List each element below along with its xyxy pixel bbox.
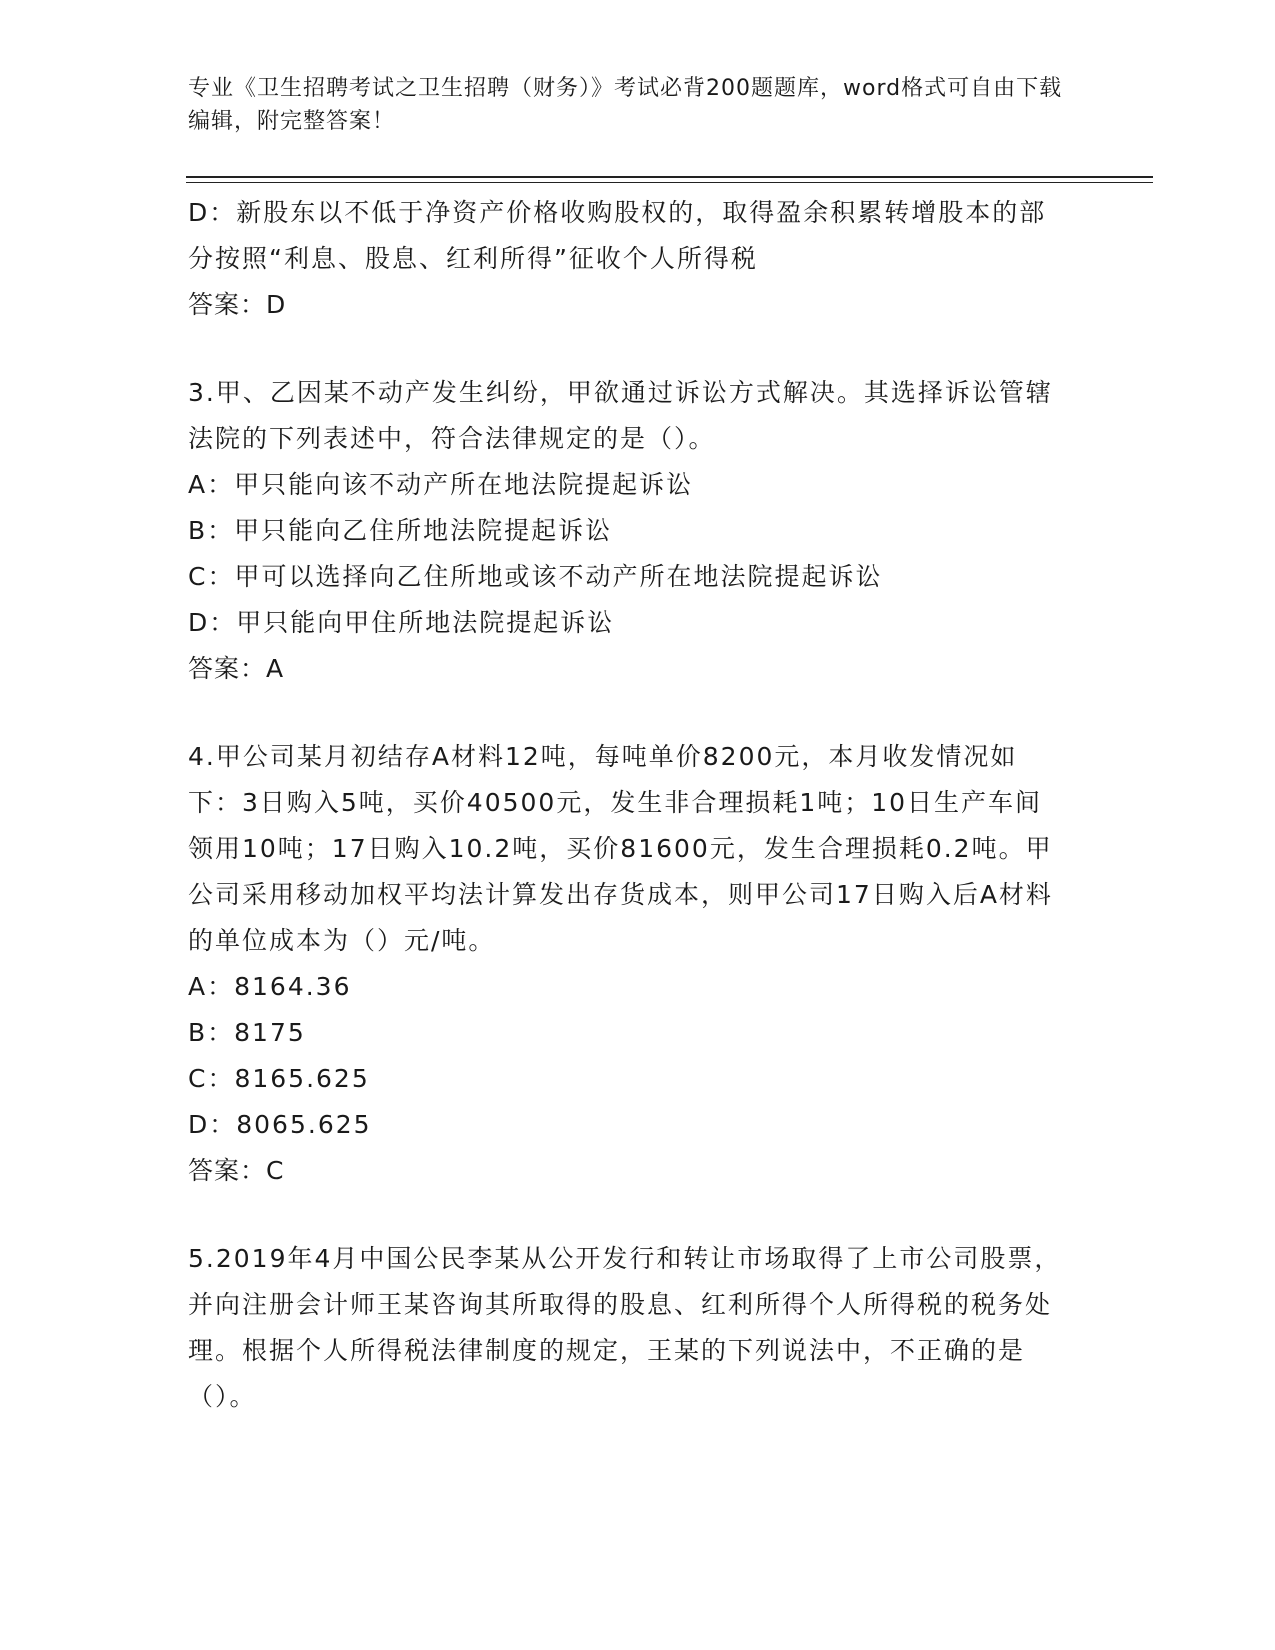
q4-answer: 答案：C bbox=[188, 1156, 285, 1185]
document-header: 专业《卫生招聘考试之卫生招聘（财务）》考试必背200题题库，word格式可自由下载编辑，附完整答案！ bbox=[188, 76, 1063, 134]
q4-option-c: C：8165.625 bbox=[188, 1064, 370, 1093]
q4-option-b: B：8175 bbox=[188, 1018, 306, 1047]
spacer bbox=[188, 692, 1068, 734]
q2-option-d: D：新股东以不低于净资产价格收购股权的，取得盈余积累转增股本的部分按照“利息、股息、红利所得”征收个人所得税 bbox=[188, 198, 1047, 273]
spacer bbox=[188, 328, 1068, 370]
q3-option-c: C：甲可以选择向乙住所地或该不动产所在地法院提起诉讼 bbox=[188, 562, 883, 591]
q4-option-d: D：8065.625 bbox=[188, 1110, 372, 1139]
spacer bbox=[188, 1194, 1068, 1236]
q2-answer: 答案：D bbox=[188, 290, 287, 319]
q3-answer: 答案：A bbox=[188, 654, 285, 683]
q3-stem: 3.甲、乙因某不动产发生纠纷，甲欲通过诉讼方式解决。其选择诉讼管辖法院的下列表述中，符合法律规定的是（）。 bbox=[188, 378, 1053, 453]
header-rule-thin bbox=[186, 182, 1153, 183]
document-body bbox=[188, 190, 1068, 1420]
q3-option-d: D：甲只能向甲住所地法院提起诉讼 bbox=[188, 608, 615, 637]
q3-option-a: A：甲只能向该不动产所在地法院提起诉讼 bbox=[188, 470, 694, 499]
q5-stem: 5.2019年4月中国公民李某从公开发行和转让市场取得了上市公司股票，并向注册会计师王某咨询其所取得的股息、红利所得个人所得税的税务处理。根据个人所得税法律制度的规定，王某的下列说法中，不正确的是（）。 bbox=[188, 1244, 1062, 1411]
q4-option-a: A：8164.36 bbox=[188, 972, 352, 1001]
header-rule-thick bbox=[186, 176, 1153, 178]
q3-option-b: B：甲只能向乙住所地法院提起诉讼 bbox=[188, 516, 613, 545]
q4-stem: 4.甲公司某月初结存A材料12吨，每吨单价8200元，本月收发情况如下：3日购入5吨，买价40500元，发生非合理损耗1吨；10日生产车间领用10吨；17日购入10.2吨，买价81600元，发生合理损耗0.2吨。甲公司采用移动加权平均法计算发出存货成本，则甲公司17日购入后A材料的单位成本为（）元/吨。 bbox=[188, 742, 1053, 955]
